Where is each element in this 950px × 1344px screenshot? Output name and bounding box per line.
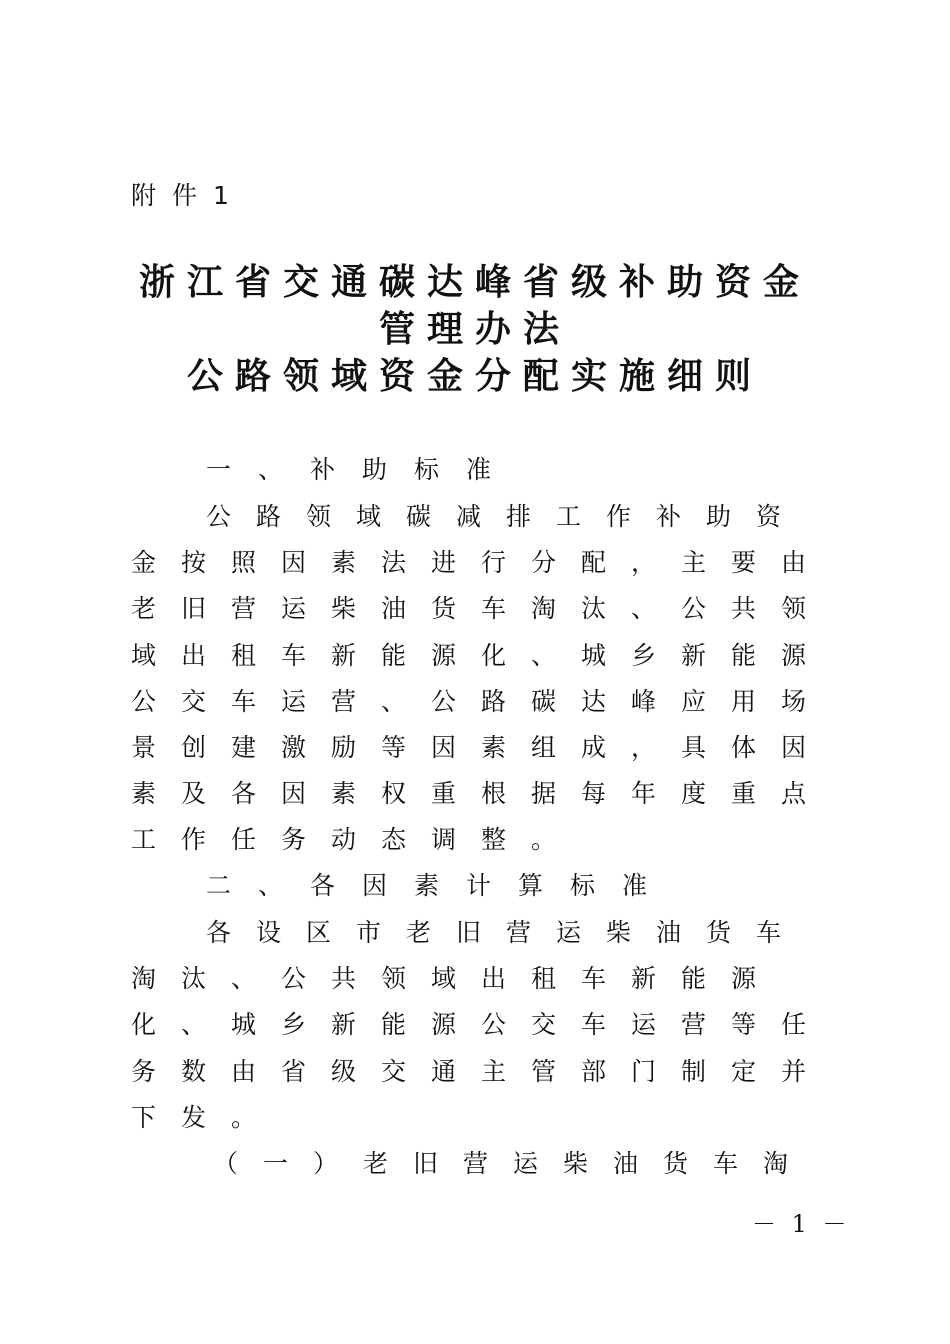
paragraph-line: 域出租车新能源化、城乡新能源 xyxy=(131,640,832,670)
section-heading-1: 一、补助标准 xyxy=(206,455,519,484)
paragraph-line: 各设区市老旧营运柴油货车 xyxy=(206,918,807,947)
section-heading-2: 二、各因素计算标准 xyxy=(206,871,675,900)
subsection-1-paragraph xyxy=(131,1141,821,1187)
paragraph-line: 金按照因素法进行分配，主要由 xyxy=(131,548,832,578)
paragraph-line: 务数由省级交通主管部门制定并 xyxy=(131,1056,832,1086)
attachment-label: 附件1 xyxy=(131,181,245,210)
paragraph-line: 老旧营运柴油货车淘汰、公共领 xyxy=(131,594,832,624)
section-1-paragraph xyxy=(131,494,832,864)
paragraph-line: 化、城乡新能源公交车运营等任 xyxy=(131,1010,832,1040)
paragraph-line: 工作任务动态调整。 xyxy=(131,825,582,855)
section-2-paragraph xyxy=(131,910,832,1141)
paragraph-line: 下发。 xyxy=(131,1102,282,1132)
paragraph-line: （一）老旧营运柴油货车淘 xyxy=(213,1149,814,1178)
paragraph-line: 素及各因素权重根据每年度重点 xyxy=(131,779,832,809)
page-number: － 1 － xyxy=(752,1210,851,1238)
paragraph-line: 景创建激励等因素组成，具体因 xyxy=(131,732,832,762)
paragraph-line: 公交车运营、公路碳达峰应用场 xyxy=(131,686,832,716)
document-title-line-2: 管理办法 xyxy=(378,308,571,350)
document-title-line-3: 公路领域资金分配实施细则 xyxy=(186,355,763,397)
paragraph-line: 公路领域碳减排工作补助资 xyxy=(206,502,807,531)
paragraph-line: 淘汰、公共领域出租车新能源 xyxy=(131,964,782,994)
document-title-line-1: 浙江省交通碳达峰省级补助资金 xyxy=(138,261,811,303)
